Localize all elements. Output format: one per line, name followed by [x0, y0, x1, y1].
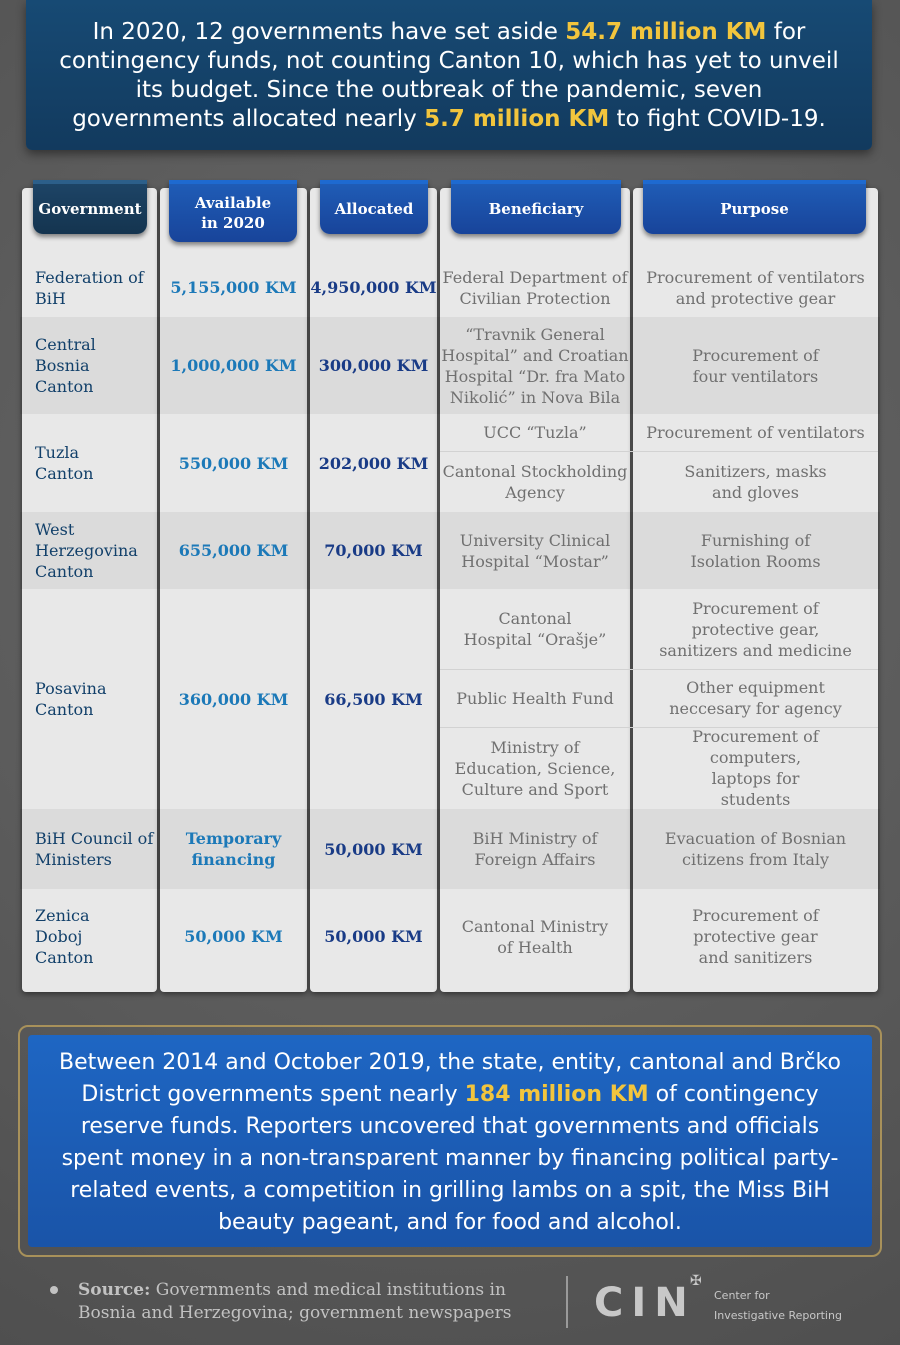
beneficiary-cell: University Clinical Hospital “Mostar”: [459, 530, 611, 571]
government-cell: Posavina Canton: [35, 679, 107, 719]
intro-banner: [26, 0, 872, 150]
government-cell: West Herzegovina Canton: [35, 520, 138, 581]
available-cell: 360,000 KM: [178, 689, 289, 709]
purpose-cell: Procurement of ventilators: [646, 423, 865, 442]
purpose-cell: Procurement of protective gear and sanitizers: [692, 906, 819, 967]
available-cell: 1,000,000 KM: [170, 356, 297, 375]
allocated-cell: 202,000 KM: [318, 453, 429, 473]
available-cell: 50,000 KM: [184, 927, 283, 946]
beneficiary-cell: “Travnik General Hospital” and Croatian Hospital “Dr. fra Mato Nikolić” in Nova Bila: [441, 324, 629, 407]
available-cell: 550,000 KM: [178, 453, 289, 473]
purpose-cell: Other equipment neccesary for agency: [669, 678, 842, 718]
note-text-2: of contingency reserve funds. Reporters uncovered that governments and officials spent money in a non-transparent manner by financing political party-related events, a competition in grilling lambs on a spit, the Miss BiH beauty pageant, and for food and alcohol.: [61, 1082, 839, 1235]
purpose-cell: Furnishing of Isolation Rooms: [690, 530, 821, 571]
purpose-cell: Procurement of computers, laptops for students: [692, 727, 819, 809]
intro-text-3: to fight COVID-19.: [609, 106, 826, 132]
summary-note: [18, 1025, 882, 1257]
source-credit: [54, 1279, 554, 1325]
header-government: Government: [33, 180, 147, 234]
purpose-cell: Procurement of four ventilators: [692, 345, 819, 386]
logo-mark-icon: ✠: [690, 1273, 702, 1289]
header-purpose: Purpose: [643, 180, 866, 234]
government-cell: Zenica Doboj Canton: [35, 906, 94, 967]
beneficiary-cell: Cantonal Stockholding Agency: [442, 461, 628, 502]
intro-highlight-2: 5.7 million KM: [424, 106, 610, 132]
purpose-cell: Evacuation of Bosnian citizens from Italy: [664, 829, 847, 869]
footer-divider: [566, 1276, 568, 1328]
beneficiary-cell: BiH Ministry of Foreign Affairs: [472, 829, 598, 869]
purpose-cell: Procurement of protective gear, sanitizers and medicine: [659, 598, 852, 660]
allocated-cell: 70,000 KM: [324, 541, 423, 560]
beneficiary-cell: Cantonal Hospital “Orašje”: [463, 609, 607, 649]
allocated-cell: 66,500 KM: [324, 689, 423, 709]
source-text: Governments and medical institutions in Bosnia and Herzegovina; government newspapers: [78, 1280, 512, 1323]
source-label: Source:: [78, 1280, 151, 1300]
government-cell: Central Bosnia Canton: [35, 335, 96, 396]
funds-table: [20, 180, 880, 995]
government-cell: Federation of BiH: [35, 267, 144, 308]
beneficiary-cell: Public Health Fund: [456, 688, 614, 708]
government-cell: BiH Council of Ministers: [35, 829, 154, 869]
summary-note-body: [28, 1035, 872, 1247]
purpose-cell: Procurement of ventilators and protective gear: [646, 267, 865, 308]
org-line-2: Investigative Reporting: [714, 1309, 842, 1322]
beneficiary-cell: Cantonal Ministry of Health: [461, 916, 609, 957]
beneficiary-cell: Ministry of Education, Science, Culture and Sport: [454, 737, 616, 799]
beneficiary-cell: Federal Department of Civilian Protection: [442, 267, 628, 308]
cin-logo: CIN: [594, 1280, 696, 1326]
note-text-1: Between 2014 and October 2019, the state, entity, cantonal and Brčko District governments spent nearly: [59, 1050, 841, 1107]
organization-name: [714, 1286, 842, 1326]
available-cell: Temporary financing: [185, 829, 282, 869]
allocated-cell: 300,000 KM: [318, 356, 429, 375]
header-available: Available in 2020: [169, 180, 297, 242]
allocated-cell: 50,000 KM: [324, 839, 423, 859]
intro-text-2: for contingency funds, not counting Canton 10, which has yet to unveil its budget. Since the outbreak of the pandemic, seven governments allocated nearly: [59, 19, 839, 132]
available-cell: 655,000 KM: [178, 541, 289, 560]
allocated-cell: 4,950,000 KM: [310, 278, 437, 297]
purpose-cell: Sanitizers, masks and gloves: [684, 461, 827, 502]
intro-highlight-1: 54.7 million KM: [565, 19, 767, 45]
intro-text-1: In 2020, 12 governments have set aside: [92, 19, 566, 45]
header-beneficiary: Beneficiary: [451, 180, 621, 234]
header-allocated: Allocated: [320, 180, 428, 234]
government-cell: Tuzla Canton: [35, 443, 94, 483]
beneficiary-cell: UCC “Tuzla”: [483, 423, 587, 442]
org-line-1: Center for: [714, 1289, 770, 1302]
allocated-cell: 50,000 KM: [324, 927, 423, 946]
note-highlight: 184 million KM: [464, 1082, 649, 1107]
available-cell: 5,155,000 KM: [170, 278, 297, 297]
